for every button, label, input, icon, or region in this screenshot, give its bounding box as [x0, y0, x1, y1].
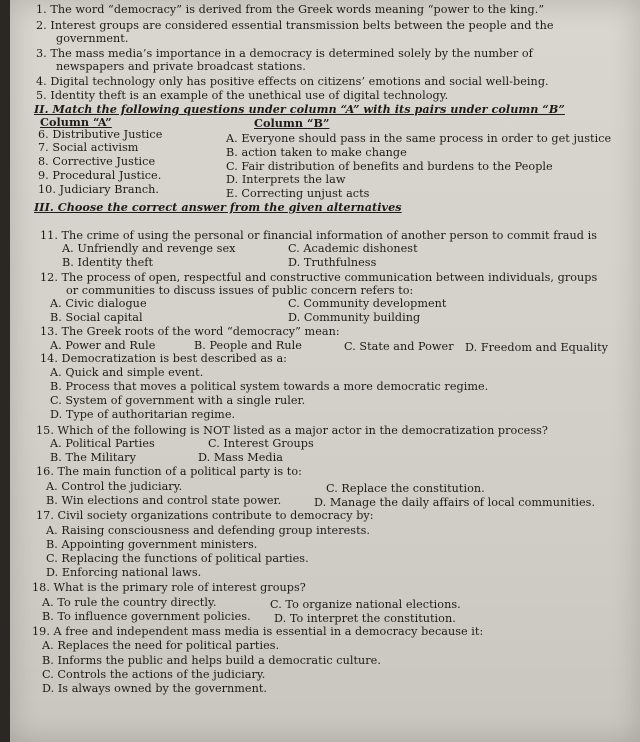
option-19b: B. Informs the public and helps build a democratic culture. — [42, 654, 381, 667]
statement-2-cont: government. — [56, 32, 129, 45]
statement-2: 2. Interest groups are considered essential transmission belts between the people and the — [36, 19, 554, 32]
option-15b: B. The Military — [50, 451, 136, 464]
option-12c: C. Community development — [288, 297, 447, 310]
question-16: 16. The main function of a political party is to: — [36, 465, 302, 478]
option-13b: B. People and Rule — [194, 339, 302, 352]
option-18a: A. To rule the country directly. — [42, 596, 217, 609]
column-b-item-b: B. action taken to make change — [226, 146, 407, 159]
statement-5: 5. Identity theft is an example of the unethical use of digital technology. — [36, 89, 449, 102]
option-16c: C. Replace the constitution. — [326, 482, 485, 495]
column-a-item-7: 7. Social activism — [38, 141, 139, 154]
option-17c: C. Replacing the functions of political parties. — [46, 552, 309, 565]
question-15: 15. Which of the following is NOT listed as a major actor in the democratization process? — [36, 424, 548, 437]
option-15a: A. Political Parties — [50, 437, 155, 450]
question-11: 11. The crime of using the personal or financial information of another person to commit fraud is — [40, 229, 598, 242]
option-11c: C. Academic dishonest — [288, 242, 418, 255]
option-18d: D. To interpret the constitution. — [274, 612, 456, 625]
option-19d: D. Is always owned by the government. — [42, 682, 268, 695]
option-14d: D. Type of authoritarian regime. — [50, 408, 236, 421]
option-17a: A. Raising consciousness and defending group interests. — [46, 524, 371, 537]
column-b-item-d: D. Interprets the law — [226, 173, 346, 186]
option-18b: B. To influence government policies. — [42, 610, 251, 623]
question-17: 17. Civil society organizations contribute to democracy by: — [36, 509, 374, 522]
column-a-item-8: 8. Corrective Justice — [38, 155, 156, 168]
option-13c: C. State and Power — [344, 340, 454, 353]
option-18c: C. To organize national elections. — [270, 598, 461, 611]
option-14c: C. System of government with a single ruler. — [50, 394, 306, 407]
statement-3: 3. The mass media’s importance in a democracy is determined solely by the number of — [36, 47, 533, 60]
option-19c: C. Controls the actions of the judiciary. — [42, 668, 266, 681]
option-19a: A. Replaces the need for political parties. — [42, 639, 280, 652]
option-13d: D. Freedom and Equality — [465, 341, 609, 354]
option-14a: A. Quick and simple event. — [50, 366, 204, 379]
option-12d: D. Community building — [288, 311, 421, 324]
question-12-cont: or communities to discuss issues of public concern refers to: — [66, 284, 414, 297]
part2-heading: II. Match the following questions under column “A” with its pairs under column “B” — [34, 102, 565, 116]
worksheet-page — [10, 0, 640, 742]
option-12b: B. Social capital — [50, 311, 143, 324]
option-17d: D. Enforcing national laws. — [46, 566, 202, 579]
statement-1: 1. The word “democracy” is derived from the Greek words meaning “power to the king.” — [36, 3, 545, 16]
column-a-item-9: 9. Procedural Justice. — [38, 169, 162, 182]
option-17b: B. Appointing government ministers. — [46, 538, 258, 551]
option-14b: B. Process that moves a political system towards a more democratic regime. — [50, 380, 489, 393]
column-b-item-c: C. Fair distribution of benefits and burdens to the People — [226, 160, 553, 173]
option-15d: D. Mass Media — [198, 451, 283, 464]
part3-heading: III. Choose the correct answer from the given alternatives — [34, 200, 402, 214]
question-19: 19. A free and independent mass media is essential in a democracy because it: — [32, 625, 484, 638]
question-14: 14. Democratization is best described as a: — [40, 352, 287, 365]
option-15c: C. Interest Groups — [208, 437, 314, 450]
question-12: 12. The process of open, respectful and constructive communication between individuals, groups — [40, 271, 598, 284]
option-11a: A. Unfriendly and revenge sex — [62, 242, 236, 255]
column-b-header: Column “B” — [254, 116, 330, 130]
option-16d: D. Manage the daily affairs of local communities. — [314, 496, 596, 509]
statement-4: 4. Digital technology only has positive effects on citizens’ emotions and social well-being. — [36, 75, 549, 88]
column-a-item-10: 10. Judiciary Branch. — [38, 183, 160, 196]
option-13a: A. Power and Rule — [50, 339, 156, 352]
column-b-item-a: A. Everyone should pass in the same process in order to get justice — [226, 132, 612, 145]
statement-3-cont: newspapers and private broadcast stations. — [56, 60, 306, 73]
column-a-item-6: 6. Distributive Justice — [38, 128, 163, 141]
question-13: 13. The Greek roots of the word “democracy” mean: — [40, 325, 340, 338]
option-16b: B. Win elections and control state power. — [46, 494, 282, 507]
option-16a: A. Control the judiciary. — [46, 480, 183, 493]
option-11d: D. Truthfulness — [288, 256, 377, 269]
column-a-header: Column “A” — [40, 115, 112, 129]
option-12a: A. Civic dialogue — [50, 297, 147, 310]
option-11b: B. Identity theft — [62, 256, 153, 269]
question-18: 18. What is the primary role of interest groups? — [32, 581, 306, 594]
column-b-item-e: E. Correcting unjust acts — [226, 187, 370, 200]
